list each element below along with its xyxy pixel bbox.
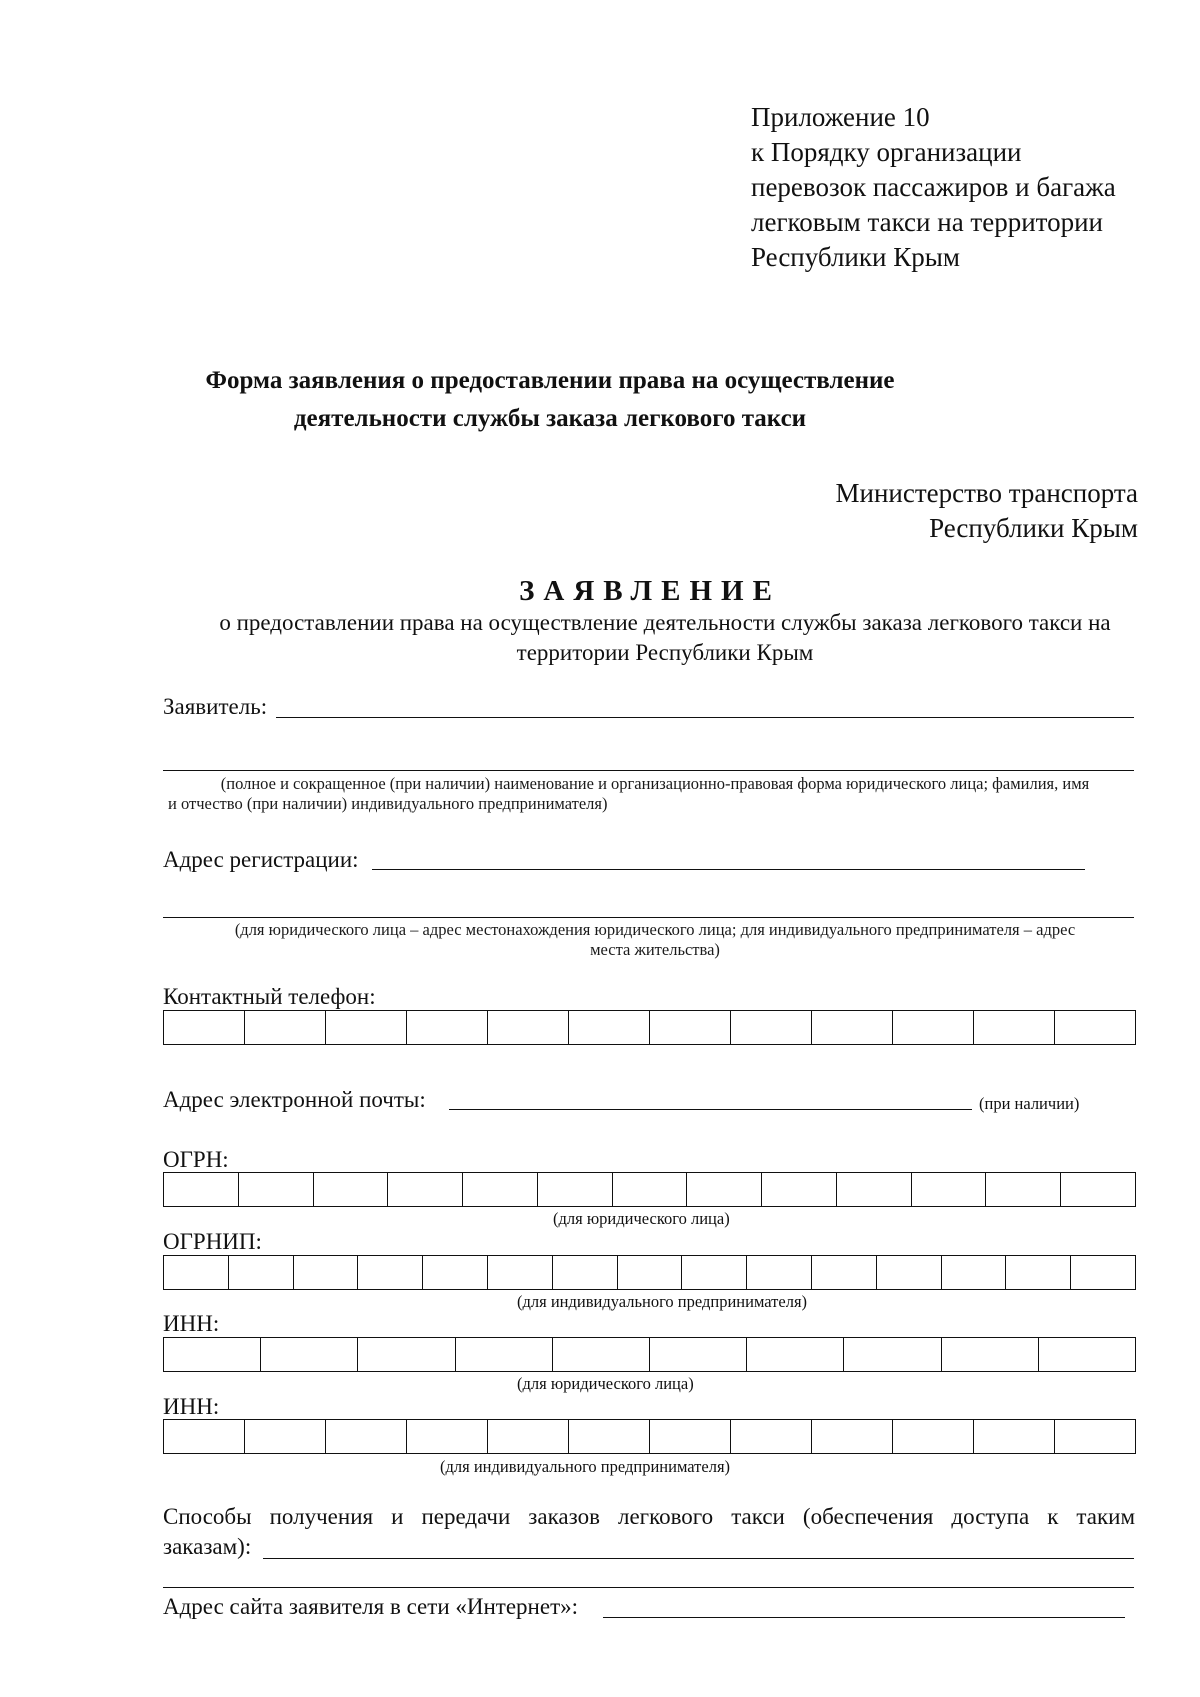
applicant-label: Заявитель:: [163, 694, 268, 719]
phone-digit-cell[interactable]: [488, 1011, 569, 1044]
phone-digit-cell[interactable]: [326, 1011, 407, 1044]
ogrn-digit-cell[interactable]: [538, 1173, 613, 1206]
inn-individual-digit-cell[interactable]: [407, 1420, 488, 1453]
inn-individual-digit-cell[interactable]: [1055, 1420, 1135, 1453]
email-field[interactable]: [449, 1109, 972, 1110]
phone-label: Контактный телефон:: [163, 984, 376, 1009]
ogrn-digit-cell[interactable]: [314, 1173, 389, 1206]
registration-address-hint: [160, 920, 1150, 960]
order-methods-label: заказам):: [163, 1534, 252, 1559]
document-subtitle-line: территории Республики Крым: [516, 640, 814, 665]
ogrnip-digit-cell[interactable]: [488, 1256, 553, 1289]
phone-digit-cell[interactable]: [1055, 1011, 1135, 1044]
ogrnip-digit-cell[interactable]: [812, 1256, 877, 1289]
registration-address-field-continued[interactable]: [163, 917, 1134, 918]
appendix-line: легковым такси на территории: [751, 207, 1104, 237]
document-subtitle-line: о предоставлении права на осуществление деятельности службы заказа легкового такси на: [219, 610, 1111, 635]
ogrnip-digit-cell[interactable]: [1071, 1256, 1135, 1289]
ogrnip-digit-cell[interactable]: [747, 1256, 812, 1289]
inn-individual-digit-cell[interactable]: [488, 1420, 569, 1453]
ogrn-digit-cell[interactable]: [687, 1173, 762, 1206]
ogrn-digit-cell[interactable]: [986, 1173, 1061, 1206]
ogrnip-digit-cell[interactable]: [294, 1256, 359, 1289]
form-title-line: деятельности службы заказа легкового такси: [293, 405, 807, 432]
ogrnip-digit-cell[interactable]: [553, 1256, 618, 1289]
phone-digit-cell[interactable]: [407, 1011, 488, 1044]
phone-digit-cell[interactable]: [569, 1011, 650, 1044]
document-subtitle: [160, 608, 1170, 668]
inn-legal-hint: (для юридического лица): [517, 1374, 694, 1393]
phone-digit-cell[interactable]: [812, 1011, 893, 1044]
inn-legal-digit-cell[interactable]: [1039, 1338, 1135, 1371]
ogrnip-digit-cell[interactable]: [358, 1256, 423, 1289]
form-title-line: Форма заявления о предоставлении права на осуществление: [205, 367, 895, 394]
applicant-hint: [160, 774, 1150, 814]
ogrn-label: ОГРН:: [163, 1147, 229, 1172]
ogrnip-label: ОГРНИП:: [163, 1229, 262, 1254]
registration-address-label: Адрес регистрации:: [163, 847, 359, 872]
registration-address-hint-line: места жительства): [590, 940, 720, 959]
order-methods-field[interactable]: [263, 1558, 1134, 1559]
ogrn-digit-cell[interactable]: [164, 1173, 239, 1206]
ogrn-digit-cell[interactable]: [388, 1173, 463, 1206]
appendix-line: Приложение 10: [751, 102, 930, 132]
phone-digit-cell[interactable]: [245, 1011, 326, 1044]
inn-legal-digit-cell[interactable]: [747, 1338, 844, 1371]
phone-cells[interactable]: [163, 1010, 1136, 1045]
ogrnip-hint: (для индивидуального предпринимателя): [517, 1292, 808, 1311]
appendix-line: перевозок пассажиров и багажа: [751, 172, 1116, 202]
inn-legal-digit-cell[interactable]: [456, 1338, 553, 1371]
applicant-hint-line: (полное и сокращенное (при наличии) наименование и организационно-правовая форма юридического лица; фамилия, имя: [220, 774, 1090, 793]
ogrnip-digit-cell[interactable]: [164, 1256, 229, 1289]
inn-legal-label: ИНН:: [163, 1311, 220, 1336]
website-field[interactable]: [603, 1617, 1125, 1618]
applicant-field-continued[interactable]: [163, 770, 1134, 771]
ogrn-digit-cell[interactable]: [762, 1173, 837, 1206]
phone-digit-cell[interactable]: [650, 1011, 731, 1044]
inn-individual-digit-cell[interactable]: [650, 1420, 731, 1453]
appendix-block: [751, 100, 1116, 275]
addressee-line: Республики Крым: [929, 513, 1138, 543]
inn-legal-digit-cell[interactable]: [358, 1338, 455, 1371]
ogrnip-digit-cell[interactable]: [877, 1256, 942, 1289]
ogrnip-digit-cell[interactable]: [942, 1256, 1007, 1289]
inn-individual-digit-cell[interactable]: [164, 1420, 245, 1453]
ogrn-digit-cell[interactable]: [1061, 1173, 1135, 1206]
ogrnip-digit-cell[interactable]: [423, 1256, 488, 1289]
order-methods-field-continued[interactable]: [163, 1587, 1134, 1588]
ogrnip-digit-cell[interactable]: [1006, 1256, 1071, 1289]
inn-legal-digit-cell[interactable]: [650, 1338, 747, 1371]
email-label: Адрес электронной почты:: [163, 1087, 426, 1112]
form-title: [200, 362, 900, 438]
registration-address-hint-line: (для юридического лица – адрес местонахождения юридического лица; для индивидуального предпринимателя – адрес: [234, 920, 1076, 939]
inn-legal-cells[interactable]: [163, 1337, 1136, 1372]
applicant-hint-line: и отчество (при наличии) индивидуального предпринимателя): [168, 794, 608, 813]
appendix-line: Республики Крым: [751, 242, 960, 272]
phone-digit-cell[interactable]: [731, 1011, 812, 1044]
order-methods-line: Способы получения и передачи заказов легкового такси (обеспечения доступа к таким: [163, 1504, 1135, 1529]
ogrn-digit-cell[interactable]: [837, 1173, 912, 1206]
inn-legal-digit-cell[interactable]: [164, 1338, 261, 1371]
inn-legal-digit-cell[interactable]: [942, 1338, 1039, 1371]
ogrnip-digit-cell[interactable]: [618, 1256, 683, 1289]
ogrn-digit-cell[interactable]: [912, 1173, 987, 1206]
inn-legal-digit-cell[interactable]: [261, 1338, 358, 1371]
ogrnip-cells[interactable]: [163, 1255, 1136, 1290]
ogrnip-digit-cell[interactable]: [229, 1256, 294, 1289]
phone-digit-cell[interactable]: [164, 1011, 245, 1044]
addressee-line: Министерство транспорта: [835, 478, 1138, 508]
applicant-field[interactable]: [276, 717, 1134, 718]
addressee: [836, 476, 1138, 546]
inn-individual-digit-cell[interactable]: [569, 1420, 650, 1453]
email-note: (при наличии): [979, 1094, 1080, 1113]
inn-individual-digit-cell[interactable]: [974, 1420, 1055, 1453]
appendix-line: к Порядку организации: [751, 137, 1022, 167]
inn-individual-label: ИНН:: [163, 1394, 220, 1419]
registration-address-field[interactable]: [372, 869, 1085, 870]
inn-individual-digit-cell[interactable]: [326, 1420, 407, 1453]
inn-individual-digit-cell[interactable]: [812, 1420, 893, 1453]
phone-digit-cell[interactable]: [974, 1011, 1055, 1044]
website-label: Адрес сайта заявителя в сети «Интернет»:: [163, 1594, 579, 1619]
inn-individual-cells[interactable]: [163, 1419, 1136, 1454]
inn-individual-digit-cell[interactable]: [893, 1420, 974, 1453]
ogrn-digit-cell[interactable]: [613, 1173, 688, 1206]
ogrnip-digit-cell[interactable]: [682, 1256, 747, 1289]
ogrn-digit-cell[interactable]: [239, 1173, 314, 1206]
inn-legal-digit-cell[interactable]: [553, 1338, 650, 1371]
inn-legal-digit-cell[interactable]: [844, 1338, 941, 1371]
inn-individual-digit-cell[interactable]: [731, 1420, 812, 1453]
ogrn-cells[interactable]: [163, 1172, 1136, 1207]
phone-digit-cell[interactable]: [893, 1011, 974, 1044]
inn-individual-digit-cell[interactable]: [245, 1420, 326, 1453]
inn-individual-hint: (для индивидуального предпринимателя): [440, 1457, 731, 1476]
ogrn-digit-cell[interactable]: [463, 1173, 538, 1206]
document-title: ЗАЯВЛЕНИЕ: [519, 575, 781, 607]
ogrn-hint: (для юридического лица): [553, 1209, 730, 1228]
